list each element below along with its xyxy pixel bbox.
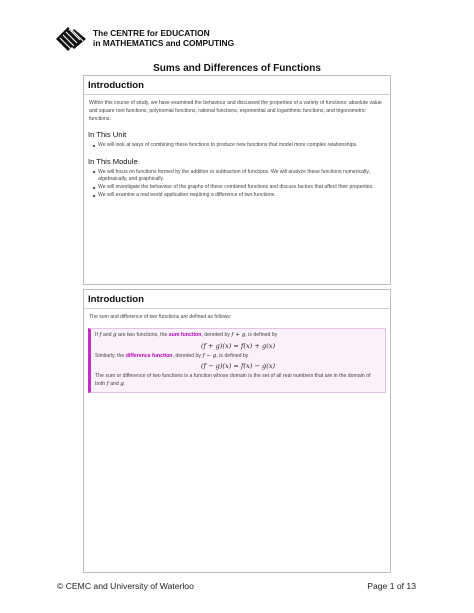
math-g: g (112, 332, 117, 338)
cemc-waterloo-logo-icon (56, 24, 90, 54)
card-divider (84, 308, 390, 309)
intro-card (83, 75, 391, 285)
domain-text: The sum or difference of two functions is a function whose domain is the set of all real numbers that are in the domain of both f and g. (95, 373, 371, 387)
list-item: We will examine a real world application requiring a difference of two functions. (94, 192, 384, 200)
definition-box (88, 328, 386, 393)
list-item: We will focus on functions formed by the addition or subtraction of functions. We will analyze these functions numerically, algebraically, and graphically. (94, 169, 384, 184)
in-this-module-heading: In This Module (88, 156, 138, 166)
difference-definition-text: Similarly, the difference function, denoted by f − g, is defined by (95, 352, 249, 359)
org-line-1: The CENTRE for EDUCATION (93, 28, 210, 38)
sum-function-term: sum function (168, 332, 202, 338)
math-f: f (106, 380, 109, 387)
math-f-minus-g: f − g (202, 352, 217, 359)
list-item: We will look at ways of combining these functions to produce new functions that model more complex relationships. (94, 142, 384, 150)
math-f-plus-g: f + g (231, 332, 246, 338)
footer-copyright: © CEMC and University of Waterloo (57, 581, 194, 591)
card-heading: Introduction (88, 294, 144, 305)
module-list (84, 169, 390, 200)
card-heading: Introduction (88, 80, 144, 91)
list-item: We will investigate the behaviour of the graphs of these combined functions and discuss factors that affect their properties. (94, 184, 384, 192)
document-title: Sums and Differences of Functions (153, 63, 321, 74)
unit-list (84, 142, 390, 150)
org-line-2: in MATHEMATICS and COMPUTING (93, 38, 235, 48)
in-this-unit-heading: In This Unit (88, 130, 127, 139)
math-g: g (120, 380, 124, 387)
math-f: f (99, 332, 102, 338)
difference-function-term: difference function (125, 352, 173, 359)
card-divider (84, 94, 390, 95)
difference-formula: (f − g)(x) = f(x) − g(x) (200, 362, 276, 370)
definition-card (83, 289, 391, 573)
sum-formula: (f + g)(x) = f(x) + g(x) (200, 341, 276, 350)
definition-lead: The sum and difference of two functions are defined as follows: (89, 314, 232, 320)
cemc-logo (56, 24, 316, 58)
organization-name (93, 28, 234, 48)
footer-page-number: Page 1 of 13 (367, 581, 416, 591)
intro-paragraph: Within this course of study, we have examined the behaviour and discussed the properties of a variety of functions: absolute value and square root functions, polynomial functions, rational functions, exponential and logarithmic functions, and trigonometric functions. (89, 100, 382, 122)
sum-definition-text: If f and g are two functions, the sum function, denoted by f + g, is defined by (95, 332, 278, 338)
